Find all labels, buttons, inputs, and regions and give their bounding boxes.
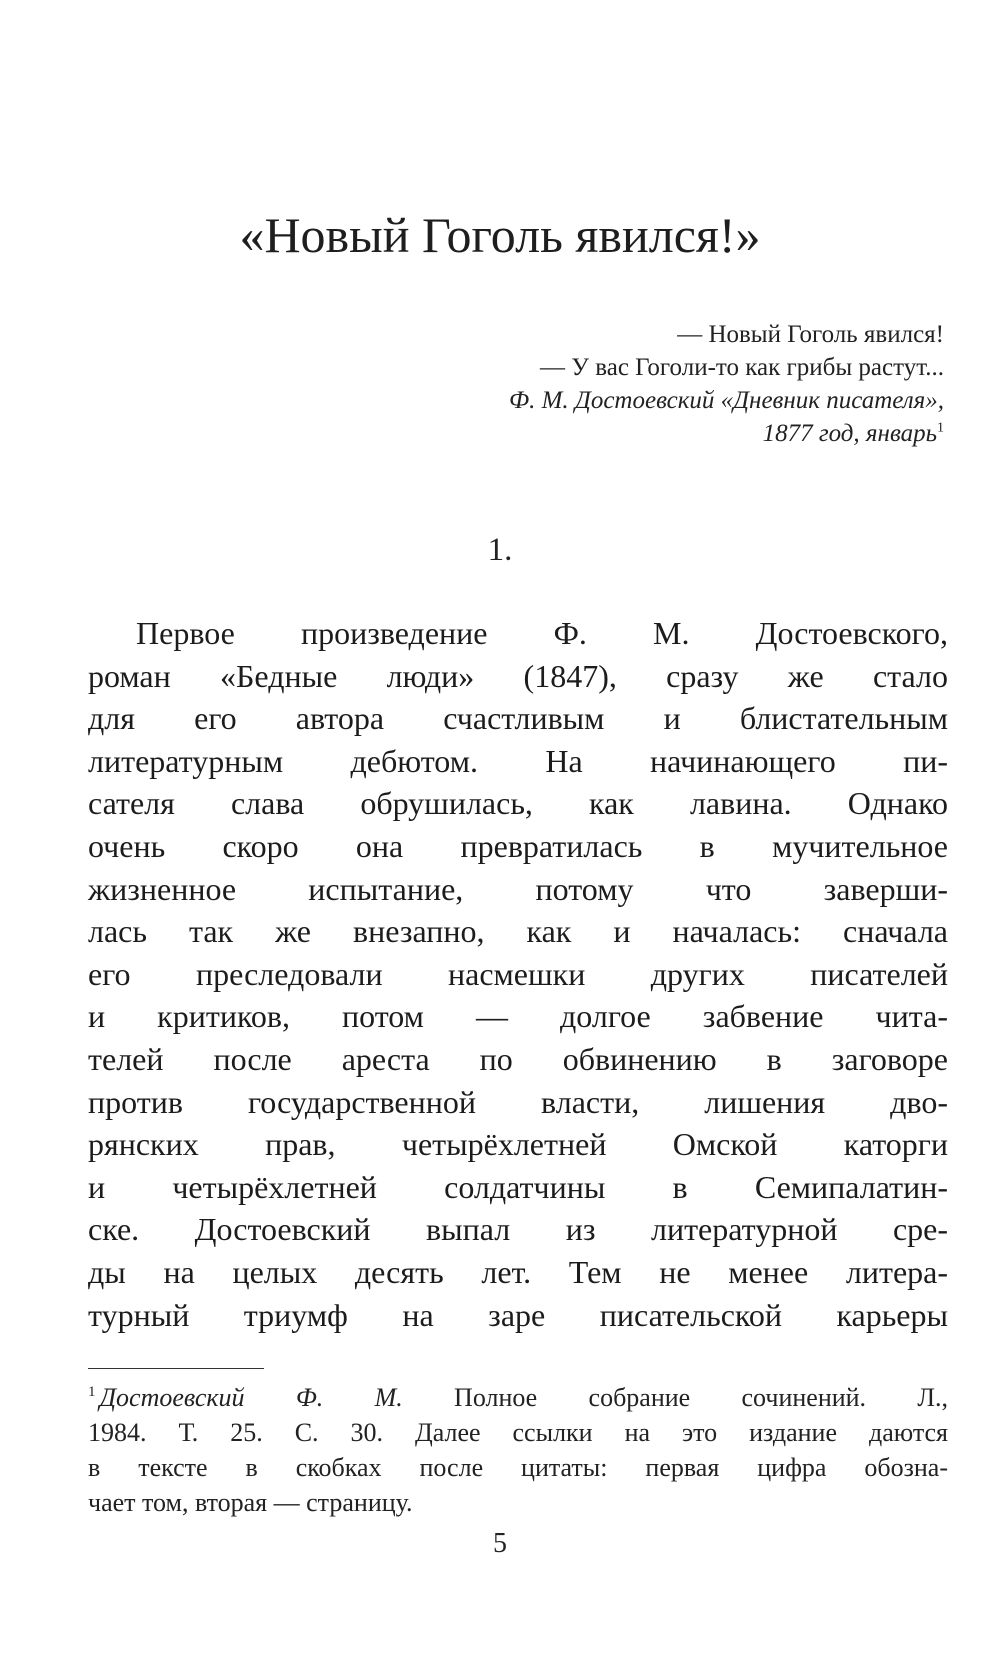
body-line: против государственной власти, лишения дво- — [88, 1083, 948, 1120]
footnote-line: чает том, вторая — страницу. — [88, 1488, 413, 1517]
section-number: 1. — [487, 532, 513, 568]
body-line: Первое произведение Ф. М. Достоевского, — [136, 615, 948, 651]
footnote-line: в тексте в скобках после цитаты: первая цифра обозна- — [88, 1453, 948, 1482]
body-line: рянских прав, четырёхлетней Омской каторги — [88, 1126, 948, 1163]
body-line: и критиков, потом — долгое забвение чита- — [88, 998, 948, 1035]
body-line: ды на целых десять лет. Тем не менее литера- — [88, 1253, 948, 1290]
body-line: для его автора счастливым и блистательным — [88, 700, 948, 737]
epigraph-source-date: 1877 год, январь — [762, 420, 937, 447]
body-line: роман «Бедные люди» (1847), сразу же стало — [88, 657, 948, 694]
body-line: телей после ареста по обвинению в заговоре — [88, 1040, 948, 1077]
epigraph-source-line-2 — [509, 417, 944, 450]
body-line: и четырёхлетней солдатчины в Семипалатин- — [88, 1168, 948, 1205]
body-line: сателя слава обрушилась, как лавина. Однако — [88, 785, 948, 822]
footnote-line — [88, 1380, 948, 1415]
epigraph-line-1: — Новый Гоголь явился! — [677, 321, 944, 348]
page-number: 5 — [493, 1528, 507, 1559]
epigraph — [509, 318, 944, 450]
footnote-author: Достоевский Ф. М. — [99, 1383, 403, 1412]
body-line: его преследовали насмешки других писателей — [88, 955, 948, 992]
footnote-line: 1984. Т. 25. С. 30. Далее ссылки на это издание даются — [88, 1418, 948, 1447]
body-line: литературным дебютом. На начинающего пи- — [88, 742, 948, 779]
epigraph-line-2: — У вас Гоголи-то как грибы растут... — [540, 354, 944, 381]
body-line: турный триумф на заре писательской карьеры — [88, 1296, 948, 1333]
body-line: лась так же внезапно, как и началась: сначала — [88, 913, 948, 950]
footnote-line-1-rest: Полное собрание сочинений. Л., — [402, 1383, 948, 1412]
body-paragraph — [88, 612, 948, 1336]
footnote-mark: 1 — [88, 1384, 96, 1401]
chapter-title: «Новый Гоголь явился!» — [239, 207, 761, 263]
footnote — [88, 1380, 948, 1520]
body-line: очень скоро она превратилась в мучительное — [88, 827, 948, 864]
epigraph-source-line-1: Ф. М. Достоевский «Дневник писателя», — [509, 387, 944, 414]
body-line: жизненное испытание, потому что заверши- — [88, 870, 948, 907]
footnote-reference[interactable]: 1 — [937, 420, 944, 436]
body-line: ске. Достоевский выпал из литературной сре- — [88, 1211, 948, 1248]
footnote-divider — [88, 1368, 264, 1369]
